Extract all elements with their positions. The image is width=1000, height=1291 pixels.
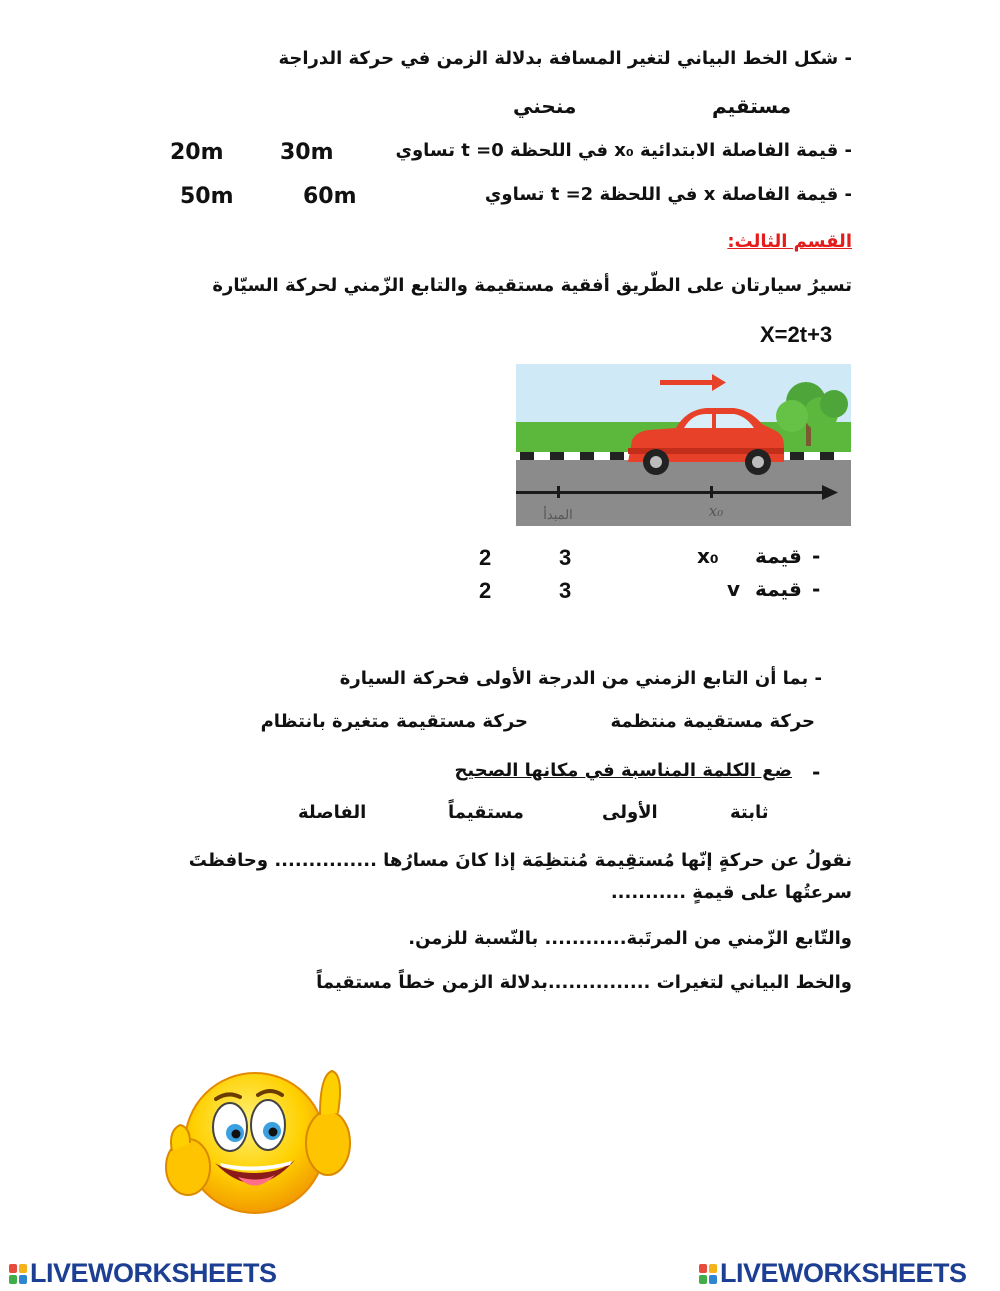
- fill-sentence-1[interactable]: نقولُ عن حركةٍ إنّها مُستقِيمة مُنتظِمَة إذا كانَ مسارُها ............... وحافظتَ: [188, 850, 852, 871]
- option-60m[interactable]: 60m: [303, 184, 357, 209]
- option-uniformly-varied-motion[interactable]: حركة مستقيمة متغيرة بانتظام: [260, 711, 528, 732]
- car-motion-figure: [516, 364, 851, 526]
- thumbs-up-emoji-icon: [160, 1055, 360, 1225]
- x0-label: x₀: [708, 502, 724, 520]
- option-20m[interactable]: 20m: [170, 140, 224, 165]
- liveworksheets-logo-right: [698, 1258, 967, 1289]
- liveworksheets-logo-left: [8, 1258, 277, 1289]
- symbol-v: v: [727, 577, 741, 601]
- word-bank-item[interactable]: مستقيماً: [448, 802, 524, 823]
- time-equation: X=2t+3: [760, 322, 833, 347]
- option-v-2[interactable]: 2: [479, 578, 492, 603]
- option-v-3[interactable]: 3: [559, 578, 572, 603]
- option-curved[interactable]: منحني: [513, 94, 577, 118]
- logo-text: LIVEWORKSHEETS: [720, 1258, 967, 1288]
- option-30m[interactable]: 30m: [280, 140, 334, 165]
- word-bank-item[interactable]: ثابتة: [730, 802, 769, 823]
- question-position-t2: - قيمة الفاصلة x في اللحظة t =2 تساوي: [484, 184, 852, 205]
- option-x0-2[interactable]: 2: [479, 545, 492, 570]
- symbol-x0: x₀: [697, 544, 719, 568]
- fill-sentence-3[interactable]: والتّابع الزّمني من المرتَبة............ بالنّسبة للزمن.: [408, 928, 852, 949]
- fill-sentence-4[interactable]: والخط البياني لتغيرات ...............بدلالة الزمن خطاً مستقيماً: [316, 972, 852, 993]
- question-motion-type: - بما أن التابع الزمني من الدرجة الأولى فحركة السيارة: [339, 668, 822, 689]
- logo-mark-icon: [698, 1263, 718, 1285]
- origin-label: المبدأ: [543, 508, 573, 523]
- option-straight[interactable]: مستقيم: [712, 94, 792, 118]
- fill-task-title: ضع الكلمة المناسبة في مكانها الصحيح: [454, 760, 792, 781]
- thumb-right: [306, 1071, 350, 1175]
- option-uniform-motion[interactable]: حركة مستقيمة منتظمة: [610, 711, 815, 732]
- dash-fill-title: -: [812, 760, 821, 784]
- word-bank-item[interactable]: الأولى: [602, 802, 658, 823]
- question-initial-position: - قيمة الفاصلة الابتدائية x₀ في اللحظة t =0 تساوي: [395, 140, 852, 161]
- section3-heading: القسم الثالث:: [727, 231, 852, 252]
- label-value-x0: قيمة: [755, 544, 802, 568]
- logo-text: LIVEWORKSHEETS: [30, 1258, 277, 1288]
- label-value-v: قيمة: [755, 577, 802, 601]
- fill-sentence-2[interactable]: سرعتُها على قيمةٍ ...........: [610, 882, 852, 903]
- question-graph-shape: - شكل الخط البياني لتغير المسافة بدلالة الزمن في حركة الدراجة: [278, 48, 852, 69]
- option-x0-3[interactable]: 3: [559, 545, 572, 570]
- logo-mark-icon: [8, 1263, 28, 1285]
- dash-x0: -: [812, 544, 821, 568]
- dash-v: -: [812, 577, 821, 601]
- option-50m[interactable]: 50m: [180, 184, 234, 209]
- section3-intro: تسيرُ سيارتان على الطّريق أفقية مستقيمة والتابع الزّمني لحركة السيّارة: [212, 275, 852, 296]
- word-bank-item[interactable]: الفاصلة: [298, 802, 367, 823]
